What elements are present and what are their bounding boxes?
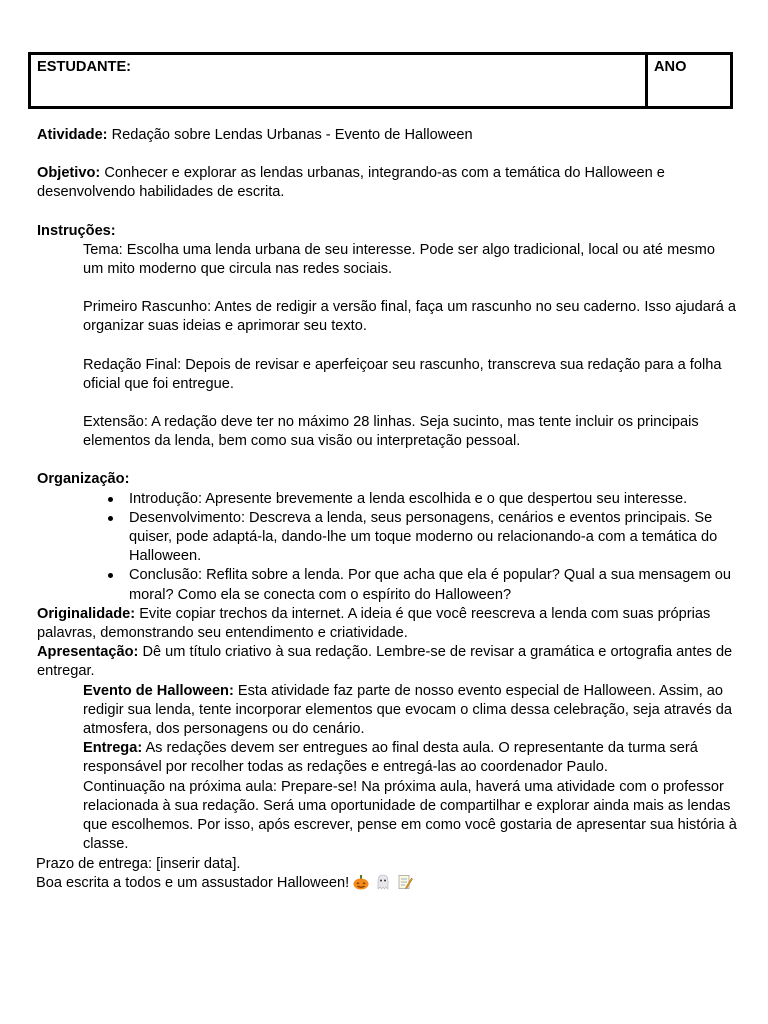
student-label: ESTUDANTE: bbox=[37, 59, 132, 75]
activity-line bbox=[37, 126, 737, 145]
instruction-draft: Primeiro Rascunho: Antes de redigir a versão final, faça um rascunho no seu caderno. Isso ajudará a organizar suas ideias e aprimorar seu texto. bbox=[83, 299, 737, 335]
year-label: ANO bbox=[654, 59, 687, 75]
ghost-icon bbox=[375, 874, 391, 890]
activity-text: Redação sobre Lendas Urbanas - Evento de Halloween bbox=[111, 127, 473, 143]
header-table bbox=[28, 52, 733, 109]
halloween-event-line: Evento de Halloween: Esta atividade faz parte de nosso evento especial de Halloween. Assim, ao redigir sua lenda, tente incorporar elementos que evocam o clima dessa celebração, seja através da atmosfera, dos personagens ou do cenário. bbox=[83, 682, 732, 738]
organization-heading: Organização: bbox=[37, 471, 130, 488]
list-item: Conclusão: Reflita sobre a lenda. Por que acha que ela é popular? Qual a sua mensagem ou moral? Como ela se conecta com o espírito do Halloween? bbox=[129, 566, 737, 604]
instruction-final: Redação Final: Depois de revisar e aperfeiçoar seu rascunho, transcreva sua redação para a folha oficial que foi entregue. bbox=[83, 356, 722, 392]
objective-text: Conhecer e explorar as lendas urbanas, integrando-as com a temática do Halloween e desenvolvendo habilidades de escrita. bbox=[37, 165, 665, 201]
document-body bbox=[37, 126, 737, 893]
year-field[interactable] bbox=[648, 55, 730, 106]
instructions-heading: Instruções: bbox=[37, 222, 116, 239]
memo-icon bbox=[397, 874, 413, 890]
pumpkin-icon bbox=[353, 874, 369, 890]
list-item: Desenvolvimento: Descreva a lenda, seus personagens, cenários e eventos principais. Se quiser, pode adaptá-la, dando-lhe um toque moderno ou relacionando-a com a temática do Halloween. bbox=[129, 509, 737, 567]
closing-text: Boa escrita a todos e um assustador Halloween! bbox=[36, 874, 350, 891]
organization-list bbox=[37, 490, 737, 605]
objective-label: Objetivo: bbox=[37, 165, 101, 182]
next-class-line: Continuação na próxima aula: Prepare-se! Na próxima aula, haverá uma atividade com o professor relacionada à sua redação. Será uma oportunidade de compartilhar e explorar ainda mais as lendas que escolhemos. Por isso, após escrever, pense em como você gostaria de apresentar sua história à classe. bbox=[83, 778, 737, 853]
instruction-length: Extensão: A redação deve ter no máximo 28 linhas. Seja sucinto, mas tente incluir os principais elementos da lenda, bem como sua visão ou interpretação pessoal. bbox=[83, 414, 699, 450]
originality-line: Originalidade: Evite copiar trechos da internet. A ideia é que você reescreva a lenda com suas próprias palavras, demonstrando seu entendimento e criatividade. bbox=[37, 605, 711, 642]
deadline-line: Prazo de entrega: [inserir data]. bbox=[36, 855, 241, 872]
presentation-line: Apresentação: Dê um título criativo à sua redação. Lembre-se de revisar a gramática e ortografia antes de entregar. bbox=[37, 644, 733, 680]
objective-line bbox=[37, 164, 737, 202]
closing-line bbox=[36, 874, 737, 893]
delivery-line: Entrega: As redações devem ser entregues ao final desta aula. O representante da turma será responsável por recolher todas as redações e entregá-las ao coordenador Paulo. bbox=[83, 740, 698, 776]
activity-label: Atividade: bbox=[37, 127, 108, 143]
list-item: Introdução: Apresente brevemente a lenda escolhida e o que despertou seu interesse. bbox=[129, 490, 737, 509]
instruction-theme: Tema: Escolha uma lenda urbana de seu interesse. Pode ser algo tradicional, local ou até mesmo um mito moderno que circula nas redes sociais. bbox=[83, 241, 715, 278]
student-field[interactable] bbox=[31, 55, 648, 106]
